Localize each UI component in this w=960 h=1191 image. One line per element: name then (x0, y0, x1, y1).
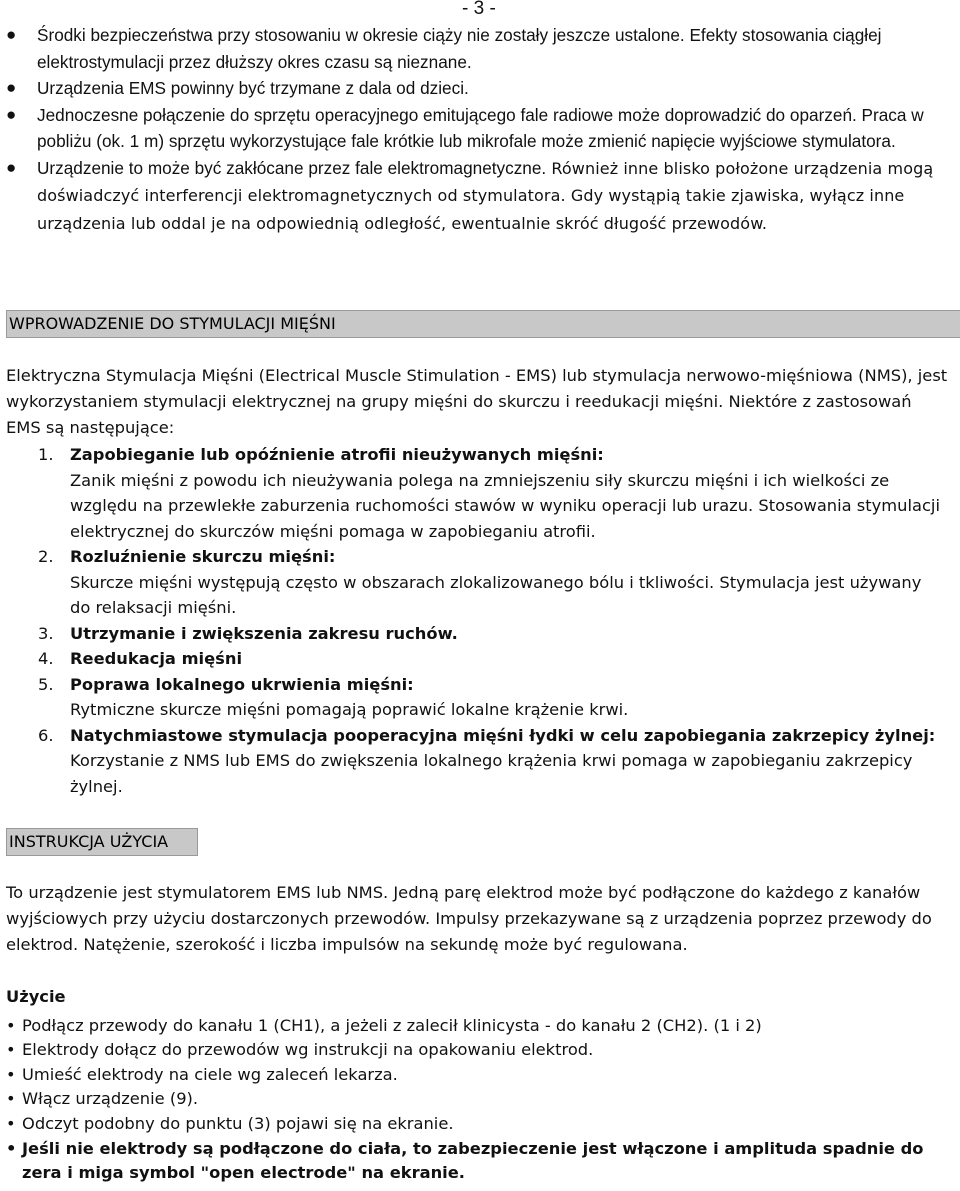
usage-text: Włącz urządzenie (9). (22, 1089, 199, 1109)
page-number: - 3 - (462, 0, 496, 19)
bullet-icon: ● (6, 25, 17, 44)
safety-bullet-item (0, 102, 960, 155)
bullet-text: Również inne blisko położone urządzenia mogą doświadczyć interferencji elektromagnetycznych od stymulatora. Gdy wystąpią takie zjawiska, wyłącz inne urządzenia lub oddal je na odpowiednią odległość, ewentualnie skróć długość przewodów. (37, 158, 934, 233)
safety-bullet-item (0, 75, 960, 102)
ems-applications-list (0, 442, 960, 799)
safety-bullet-item (0, 155, 960, 238)
usage-text: Elektrody dołącz do przewodów wg instrukcji na opakowaniu elektrod. (22, 1040, 594, 1060)
bullet-lead-text: Urządzenie to może być zakłócane przez fale elektromagnetyczne. (37, 157, 547, 178)
application-item (0, 544, 960, 621)
item-number: 3. (38, 623, 54, 643)
bullet-icon: • (6, 1015, 16, 1035)
usage-heading: Użycie (6, 987, 66, 1006)
usage-item (6, 1137, 950, 1186)
bullet-icon: • (6, 1138, 17, 1158)
section-header-instructions: INSTRUKCJA UŻYCIA (6, 828, 198, 856)
instructions-paragraph: To urządzenie jest stymulatorem EMS lub NMS. Jedną parę elektrod może być podłączone do każdego z kanałów wyjściowych przy użyciu dostarczonych przewodów. Impulsy przekazywane są z urządzenia poprzez przewody do elektrod. Natężenie, szerokość i liczba impulsów na sekundę może być regulowana. (6, 883, 932, 954)
bullet-text: Jednoczesne połączenie do sprzętu operacyjnego emitującego fale radiowe może doprowadzić do oparzeń. Praca w pobliżu (ok. 1 m) sprzętu wykorzystujące fale krótkie lub mikrofale może zmienić napięcie wyjściowe stymulatora. (37, 104, 924, 151)
bullet-icon: • (6, 1040, 16, 1060)
usage-text: Jeśli nie elektrody są podłączone do ciała, to zabezpieczenie jest włączone i amplituda spadnie do zera i miga symbol "open electrode" na ekranie. (22, 1138, 924, 1183)
bullet-icon: ● (6, 104, 17, 124)
usage-text: Umieść elektrody na ciele wg zaleceń lekarza. (22, 1064, 398, 1084)
item-title: Natychmiastowe stymulacja pooperacyjna mięśni łydki w celu zapobiegania zakrzepicy żylnej: (70, 725, 936, 745)
application-item (0, 442, 960, 544)
item-number: 1. (38, 445, 54, 464)
item-number: 5. (38, 674, 54, 694)
bullet-icon: • (6, 1089, 16, 1109)
bullet-icon: • (6, 1064, 16, 1084)
bullet-text: Środki bezpieczeństwa przy stosowaniu w okresie ciąży nie zostały jeszcze ustalone. Efekty stosowania ciągłej elektrostymulacji przez dłuższy okres czasu są nieznane. (37, 25, 882, 72)
item-description: Rytmiczne skurcze mięśni pomagają poprawić lokalne krążenie krwi. (70, 700, 629, 719)
usage-item (6, 1038, 950, 1063)
application-item (0, 621, 960, 647)
application-item (0, 672, 960, 723)
section-header-ems-intro: WPROWADZENIE DO STYMULACJI MIĘŚNI (6, 310, 960, 338)
item-number: 6. (38, 725, 54, 745)
item-description: Zanik mięśni z powodu ich nieużywania polega na zmniejszeniu siły skurczu mięśni i ich wielkości ze względu na przewlekłe zaburzenia ruchomości stawów w wyniku operacji lub urazu. Stosowania stymulacji elektrycznej do skurczów mięśni pomaga w zapobieganiu atrofii. (70, 470, 940, 541)
safety-bullet-list (0, 22, 960, 237)
application-item (0, 646, 960, 672)
application-item (0, 723, 960, 800)
usage-item (6, 1112, 950, 1137)
usage-text: Odczyt podobny do punktu (3) pojawi się na ekranie. (22, 1113, 454, 1133)
item-number: 2. (38, 547, 54, 566)
item-description: Skurcze mięśni występują często w obszarach zlokalizowanego bólu i tkliwości. Stymulacja jest używany do relaksacji mięśni. (70, 572, 922, 617)
bullet-icon: • (6, 1113, 16, 1133)
bullet-icon: ● (6, 78, 17, 97)
item-title: Zapobieganie lub opóźnienie atrofii nieużywanych mięśni: (70, 445, 604, 464)
bullet-icon: ● (6, 157, 17, 177)
item-title: Poprawa lokalnego ukrwienia mięśni: (70, 674, 414, 694)
ems-intro-paragraph: Elektryczna Stymulacja Mięśni (Electrical Muscle Stimulation - EMS) lub stymulacja nerwowo-mięśniowa (NMS), jest wykorzystaniem stymulacji elektrycznej na grupy mięśni do skurczu i reedukacji mięśni. Niektóre z zastosowań EMS są następujące: (6, 366, 948, 437)
item-title: Reedukacja mięśni (70, 649, 243, 668)
usage-list (6, 1014, 950, 1186)
safety-bullet-item (0, 22, 960, 75)
usage-text: Podłącz przewody do kanału 1 (CH1), a jeżeli z zalecił klinicysta - do kanału 2 (CH2). (1 i 2) (22, 1015, 762, 1035)
usage-section (6, 985, 950, 1186)
item-title: Utrzymanie i zwiększenia zakresu ruchów. (70, 623, 458, 643)
usage-item (6, 1014, 950, 1039)
item-description: Korzystanie z NMS lub EMS do zwiększenia lokalnego krążenia krwi pomaga w zapobieganiu zakrzepicy żylnej. (70, 751, 913, 796)
usage-item (6, 1063, 950, 1088)
item-number: 4. (38, 649, 54, 668)
bullet-text: Urządzenia EMS powinny być trzymane z dala od dzieci. (37, 78, 469, 98)
item-title: Rozluźnienie skurczu mięśni: (70, 547, 336, 566)
usage-item (6, 1087, 950, 1112)
